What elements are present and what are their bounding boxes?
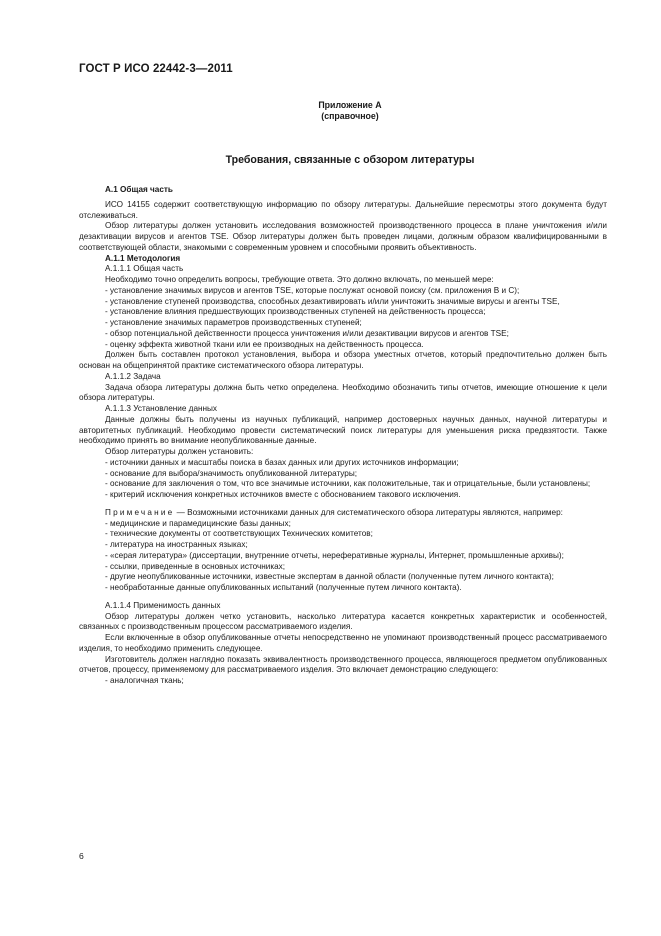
list-item: - аналогичная ткань; [105, 676, 184, 685]
paragraph: Обзор литературы должен четко установить, насколько литература касается конкретных характеристик и особенностей, связанных с производственным процессом рассматриваемого изделия. [79, 611, 607, 632]
subsection-heading: А.1.1 Методология [105, 253, 181, 263]
list-item: - ссылки, приведенные в основных источниках; [105, 561, 286, 571]
note-text: — Возможными источниками данных для систематического обзора литературы являются, например: [176, 507, 563, 517]
list-item: - «серая литература» (диссертации, внутренние отчеты, нереферативные журналы, Интернет, промышленные архивы); [105, 550, 564, 560]
list-item: - установление значимых параметров производственных ступеней; [105, 318, 362, 327]
list-item: - другие неопубликованные источники, известные экспертам в данной области (полученные путем личного контакта); [105, 572, 554, 582]
list-item: - установление ступеней производства, способных дезактивировать и/или уничтожить значимые вирусы и агенты TSE, [105, 296, 560, 306]
list-item: - оценку эффекта животной ткани или ее производных на действенность процесса. [105, 339, 424, 349]
list-item: - установление значимых вирусов и агентов TSE, которые послужат основой поиску (см. приложения В и С); [105, 285, 520, 295]
note [79, 508, 607, 519]
paragraph: ИСО 14155 содержит соответствующую информацию по обзору литературы. Дальнейшие пересмотры этого документа будут отслеживаться. [79, 199, 607, 220]
paragraph: Обзор литературы должен установить: [105, 447, 254, 456]
list-item: - литература на иностранных языках; [105, 540, 248, 549]
annex-label: Приложение А [318, 100, 382, 110]
paragraph: Изготовитель должен наглядно показать эквивалентность производственного процесса, являющегося предметом опубликованных отчетов, процессу, применяемому для рассматриваемого изделия. Это включает демонстрацию следующего: [79, 654, 607, 675]
list-item: - медицинские и парамедицинские базы данных; [105, 518, 291, 528]
list-item: - необработанные данные опубликованных испытаний (полученные путем личного контакта). [105, 583, 462, 592]
document-body [79, 185, 607, 687]
paragraph: Необходимо точно определить вопросы, требующие ответа. Это должно включать, по меньшей мере: [105, 275, 494, 284]
list-item: - основание для заключения о том, что все значимые источники, как положительные, так и отрицательные, были установлены; [105, 479, 591, 489]
annex-kind: (справочное) [321, 111, 379, 121]
list-item: - установление влияния предшествующих производственных ступеней на действенность процесса; [105, 307, 486, 317]
list-item: - основание для выбора/значимость опубликованной литературы; [105, 468, 358, 478]
document-header: ГОСТ Р ИСО 22442-3—2011 [79, 63, 233, 75]
list-item: - обзор потенциальной действенности процесса уничтожения и/или дезактивации вирусов и агентов TSE; [105, 328, 509, 338]
paragraph: Если включенные в обзор опубликованные отчеты непосредственно не упоминают производственный процесс рассматриваемого изделия, то необходимо применить следующее. [79, 633, 607, 653]
paragraph: Задача обзора литературы должна быть четко определена. Необходимо обозначить типы отчетов, имеющие отношение к цели обзора литературы. [79, 382, 607, 403]
clause-heading: А.1.1.3 Установление данных [105, 404, 218, 413]
list-item: - технические документы от соответствующих Технических комитетов; [105, 529, 373, 539]
clause-heading: А.1.1.2 Задача [105, 371, 161, 381]
page-number: 6 [79, 851, 84, 861]
section-heading: А.1 Общая часть [105, 185, 173, 194]
annex-title: Требования, связанные с обзором литературы [225, 154, 475, 166]
paragraph: Обзор литературы должен установить исследования возможностей производственного процесса в плане уничтожения и/или дезактивации вирусов и агентов TSE. Обзор литературы должен быть проведен лицами, должным образом квалифицированными в соответствующей области, знакомыми с современным уровнем и способными проявить объективность. [79, 221, 607, 252]
annex-heading [300, 100, 400, 122]
list-item: - критерий исключения конкретных источников вместе с обоснованием такового исключения. [105, 490, 461, 499]
clause-heading: А.1.1.1 Общая часть [105, 264, 184, 274]
paragraph: Данные должны быть получены из научных публикаций, например достоверных научных данных, научной литературы и авторитетных публикаций. Необходимо провести систематический поиск литературы для уменьшения риска предвзятости. Также необходимо принять во внимание неопубликованные данные. [79, 414, 607, 446]
list-item: - источники данных и масштабы поиска в базах данных или других источников информации; [105, 457, 459, 467]
note-label: Примечание [105, 507, 175, 517]
clause-heading: А.1.1.4 Применимость данных [105, 600, 221, 610]
paragraph: Должен быть составлен протокол установления, выбора и обзора уместных отчетов, который предпочтительно должен быть основан на общепринятой практике систематического обзора литературы. [79, 350, 607, 370]
